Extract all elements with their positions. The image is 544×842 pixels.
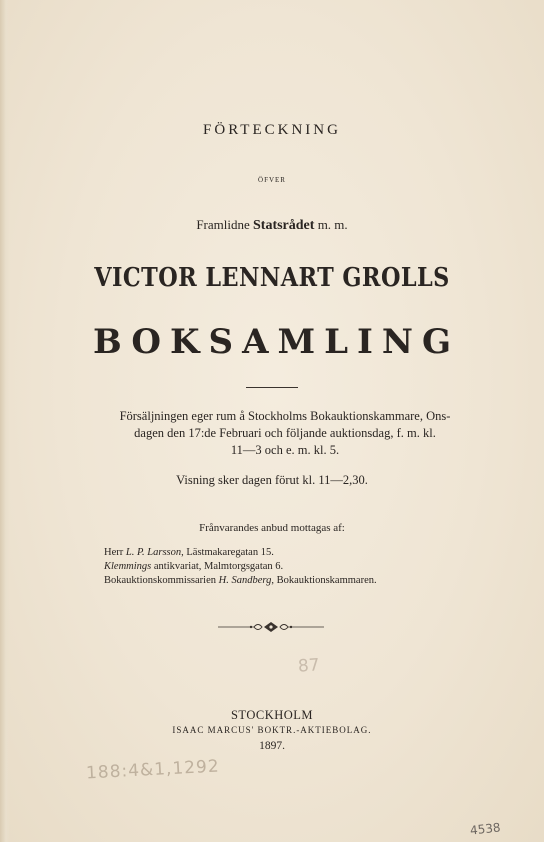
mm-text: m. m.	[317, 217, 348, 232]
sale-line-2: dagen den 17:de Februari och följande auktionsdag, f. m. kl.	[134, 426, 436, 440]
contact-name: H. Sandberg	[218, 575, 272, 586]
contact-prefix: Bokauktionskommissarien	[104, 575, 219, 586]
ornament-divider-icon	[218, 620, 324, 634]
imprint-printer: ISAAC MARCUS' BOKTR.-AKTIEBOLAG.	[172, 725, 372, 735]
imprint-year: 1897.	[259, 740, 285, 752]
bids-heading: Frånvarandes anbud mottagas af:	[199, 522, 345, 534]
imprint-place: STOCKHOLM	[230, 708, 314, 722]
viewing-line: Visning sker dagen förut kl. 11—2,30.	[176, 473, 368, 487]
pencil-catalog-number: 188:4&1,1292	[85, 756, 221, 784]
contact-line	[104, 560, 444, 574]
subheading-ofver: ÖFVER	[258, 176, 286, 184]
contact-line	[104, 546, 444, 560]
contact-address: , Lästmakaregatan 15.	[181, 547, 274, 558]
contact-address: antikvariat, Malmtorgsgatan 6.	[151, 561, 284, 572]
framlidne-text: Framlidne	[196, 217, 250, 232]
contacts-list	[104, 546, 444, 588]
collection-title: BOKSAMLING	[92, 322, 461, 362]
owner-name: VICTOR LENNART GROLLS	[94, 263, 450, 293]
heading-forteckning: FÖRTECKNING	[203, 122, 341, 138]
pencil-mark-87: 87	[297, 655, 321, 677]
divider-rule	[246, 387, 298, 388]
sale-line-3: 11—3 och e. m. kl. 5.	[230, 443, 340, 457]
contact-line	[104, 574, 444, 588]
contact-name: Klemmings	[104, 561, 152, 572]
pencil-corner-note: 4538	[469, 820, 502, 838]
statsradet-text: Statsrådet	[253, 218, 315, 233]
contact-name: L. P. Larsson	[125, 547, 182, 558]
sale-line-1: Försäljningen eger rum å Stockholms Bokauktionskammare, Ons-	[119, 409, 451, 423]
owner-title-line	[0, 217, 544, 234]
contact-address: , Bokauktionskammaren.	[271, 575, 377, 586]
sale-paragraph	[90, 408, 480, 459]
contact-prefix: Herr	[104, 547, 126, 558]
